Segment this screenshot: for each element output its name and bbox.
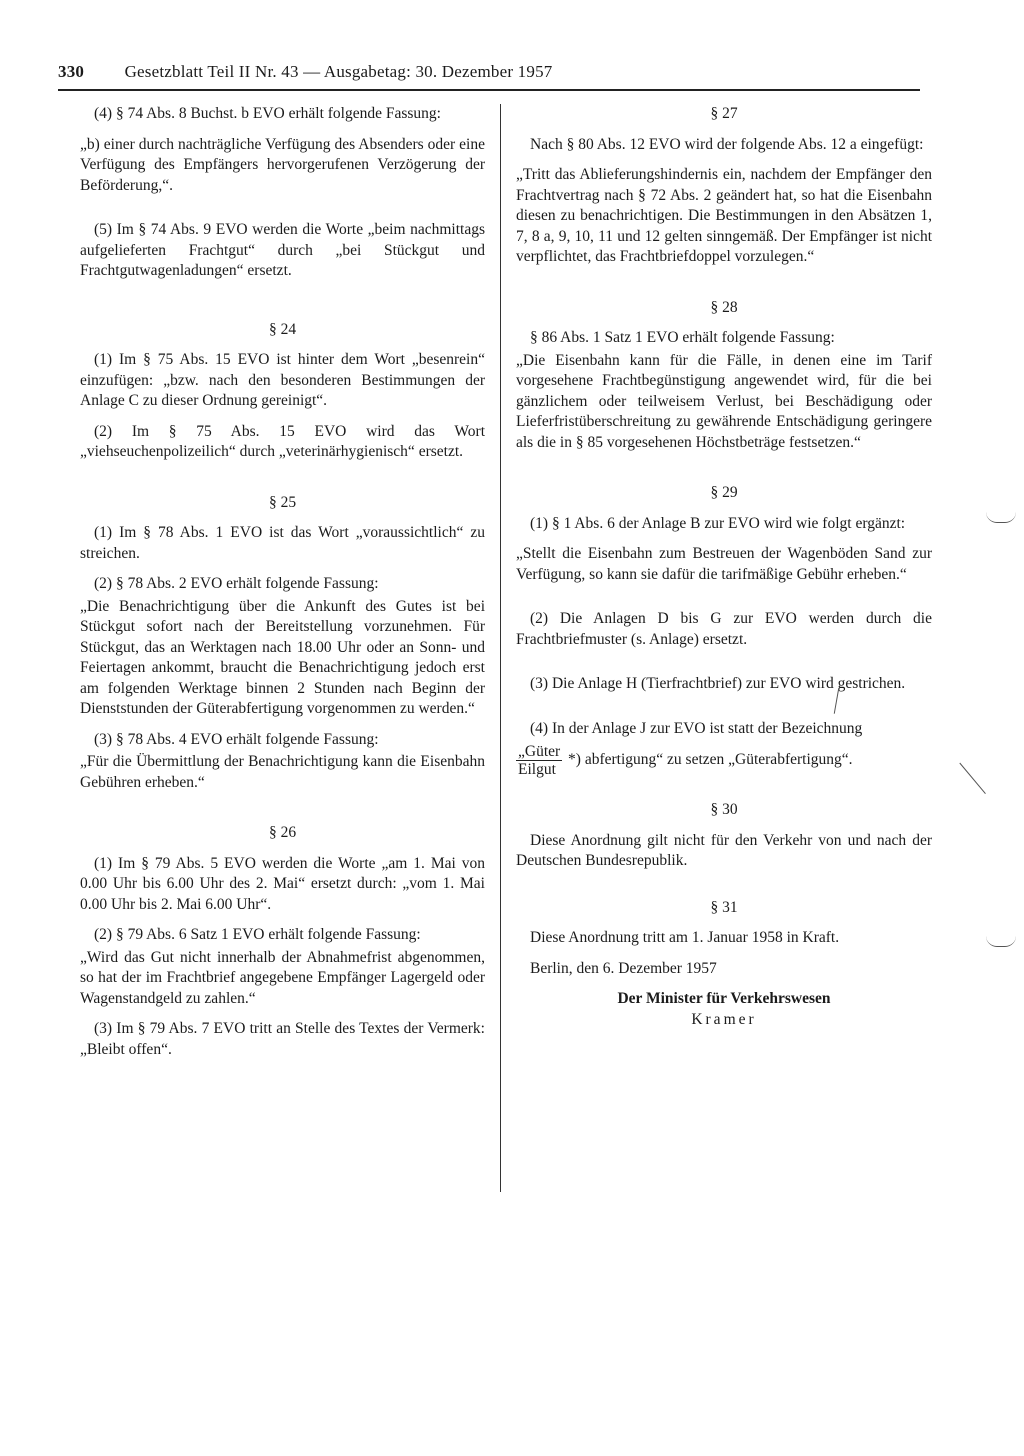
column-divider — [500, 104, 501, 1192]
quotation: „Stellt die Eisenbahn zum Bestreuen der Wagenböden Sand zur Verfügung, so kann sie dafür die tarifmäßige Gebühr erheben.“ — [516, 545, 932, 583]
paragraph: (2) Im § 75 Abs. 15 EVO wird das Wort „viehseuchenpolizeilich“ durch „veterinärhygienisch“ ersetzt. — [80, 422, 485, 460]
page-header — [58, 62, 920, 82]
paragraph: (3) Im § 79 Abs. 7 EVO tritt an Stelle des Textes der Vermerk: „Bleibt offen“. — [80, 1020, 485, 1058]
paragraph: (3) § 78 Abs. 4 EVO erhält folgende Fassung: — [94, 730, 379, 748]
paragraph: § 86 Abs. 1 Satz 1 EVO erhält folgende Fassung: — [530, 329, 835, 346]
right-column — [516, 104, 932, 1030]
fraction-line-text: *) abfertigung“ zu setzen „Güterabfertigung“. — [568, 751, 853, 769]
paragraph: (4) In der Anlage J zur EVO ist statt der Bezeichnung — [530, 719, 863, 737]
quotation: „Für die Übermittlung der Benachrichtigung kann die Eisenbahn Gebühren erheben.“ — [80, 753, 485, 791]
paragraph: (3) Die Anlage H (Tierfrachtbrief) zur EVO wird gestrichen. — [530, 675, 906, 692]
paragraph: (1) Im § 75 Abs. 15 EVO ist hinter dem Wort „besenrein“ einzufügen: „bzw. nach den besonderen Bestimmungen der Anlage C zu dieser Ordnung gereinigt“. — [80, 351, 485, 409]
quotation: „Die Benachrichtigung über die Ankunft des Gutes ist bei Stückgut sofort nach der Bereitstellung vorzunehmen. Für Stückgut, das an Werktagen nach 18.00 Uhr oder an Sonn- und Feiertagen ankommt, braucht die Benachrichtigung jedoch erst am folgenden Werktage binnen 2 Stunden nach Beginn der Dienststunden der Güterabfertigung vorgenommen zu werden.“ — [80, 597, 485, 717]
section-heading-31: § 31 — [710, 898, 738, 916]
section-heading-29: § 29 — [710, 484, 738, 501]
section-heading-27: § 27 — [710, 105, 738, 122]
signature-title: Der Minister für Verkehrswesen — [617, 990, 831, 1007]
fraction-bottom: Eilgut — [518, 761, 556, 778]
scan-mark — [986, 512, 1016, 523]
scan-mark — [986, 936, 1016, 947]
quotation: „b) einer durch nachträgliche Verfügung des Absenders oder eine Verfügung des Empfängers hervorgerufenen Verzögerung der Beförderung,“. — [80, 135, 485, 194]
paragraph: Diese Anordnung gilt nicht für den Verkehr von und nach der Deutschen Bundesrepublik. — [516, 831, 932, 869]
scan-mark — [959, 762, 986, 794]
paragraph: Diese Anordnung tritt am 1. Januar 1958 in Kraft. — [530, 929, 840, 946]
section-heading-28: § 28 — [710, 298, 738, 316]
paragraph: (1) Im § 79 Abs. 5 EVO werden die Worte „am 1. Mai von 0.00 Uhr bis 6.00 Uhr des 2. Mai“ ersetzt durch: „vom 1. Mai 0.00 Uhr bis 2. Mai 6.00 Uhr“. — [80, 854, 485, 913]
section-heading-26: § 26 — [268, 824, 297, 841]
stacked-fraction — [516, 743, 562, 778]
header-rule — [58, 89, 920, 91]
paragraph: Nach § 80 Abs. 12 EVO wird der folgende Abs. 12 a eingefügt: — [530, 135, 924, 153]
paragraph: (2) Die Anlagen D bis G zur EVO werden durch die Frachtbriefmuster (s. Anlage) ersetzt. — [516, 610, 932, 648]
section-heading-25: § 25 — [268, 493, 297, 511]
quotation: „Die Eisenbahn kann für die Fälle, in denen eine im Tarif vorgesehene Frachtbegünstigung angewendet wird, für die bei gänzlichem oder teilweisem Verlust, bei Beschädigung oder Lieferfristüberschreitung zu gewährende Entschädigung geringere als die in § 85 vorgesehenen Höchstbeträge festsetzen.“ — [516, 351, 932, 451]
quotation: „Tritt das Ablieferungshindernis ein, nachdem der Empfänger den Frachtvertrag nach § 72 Abs. 2 geändert hat, so hat die Eisenbahn diesen zu benachrichtigen. Die Bestimmungen in den Absätzen 1, 7, 8 a, 9, 10, 11 und 12 gelten sinngemäß. Der Empfänger ist nicht verpflichtet, das Frachtbriefdoppel vorzulegen.“ — [516, 166, 932, 265]
paragraph: (1) Im § 78 Abs. 1 EVO ist das Wort „voraussichtlich“ zu streichen. — [80, 524, 485, 562]
fraction-top: „Güter — [518, 743, 561, 760]
section-heading-24: § 24 — [268, 320, 297, 338]
page-number: 330 — [58, 62, 85, 81]
paragraph: (5) Im § 74 Abs. 9 EVO werden die Worte „beim nachmittags aufgelieferten Frachtgut“ durch „bei Stückgut und Frachtgutwagenladungen“ ersetzt. — [80, 221, 485, 279]
quotation: „Wird das Gut nicht innerhalb der Abnahmefrist abgenommen, so hat der im Frachtbrief angegebene Empfänger Lagergeld oder Wagenstandgeld zu zahlen.“ — [80, 948, 485, 1007]
section-heading-30: § 30 — [710, 801, 738, 818]
paragraph: (4) § 74 Abs. 8 Buchst. b EVO erhält folgende Fassung: — [94, 105, 441, 122]
paragraph: (2) § 79 Abs. 6 Satz 1 EVO erhält folgende Fassung: — [94, 926, 421, 943]
header-title: Gesetzblatt Teil II Nr. 43 — Ausgabetag: 30. Dezember 1957 — [124, 62, 553, 81]
left-column — [80, 104, 485, 1070]
signature-name: Kramer — [691, 1010, 757, 1028]
date-line: Berlin, den 6. Dezember 1957 — [530, 959, 717, 977]
paragraph: (1) § 1 Abs. 6 der Anlage B zur EVO wird wie folgt ergänzt: — [530, 514, 906, 532]
paragraph: (2) § 78 Abs. 2 EVO erhält folgende Fassung: — [94, 575, 379, 592]
fraction-line — [516, 743, 932, 778]
